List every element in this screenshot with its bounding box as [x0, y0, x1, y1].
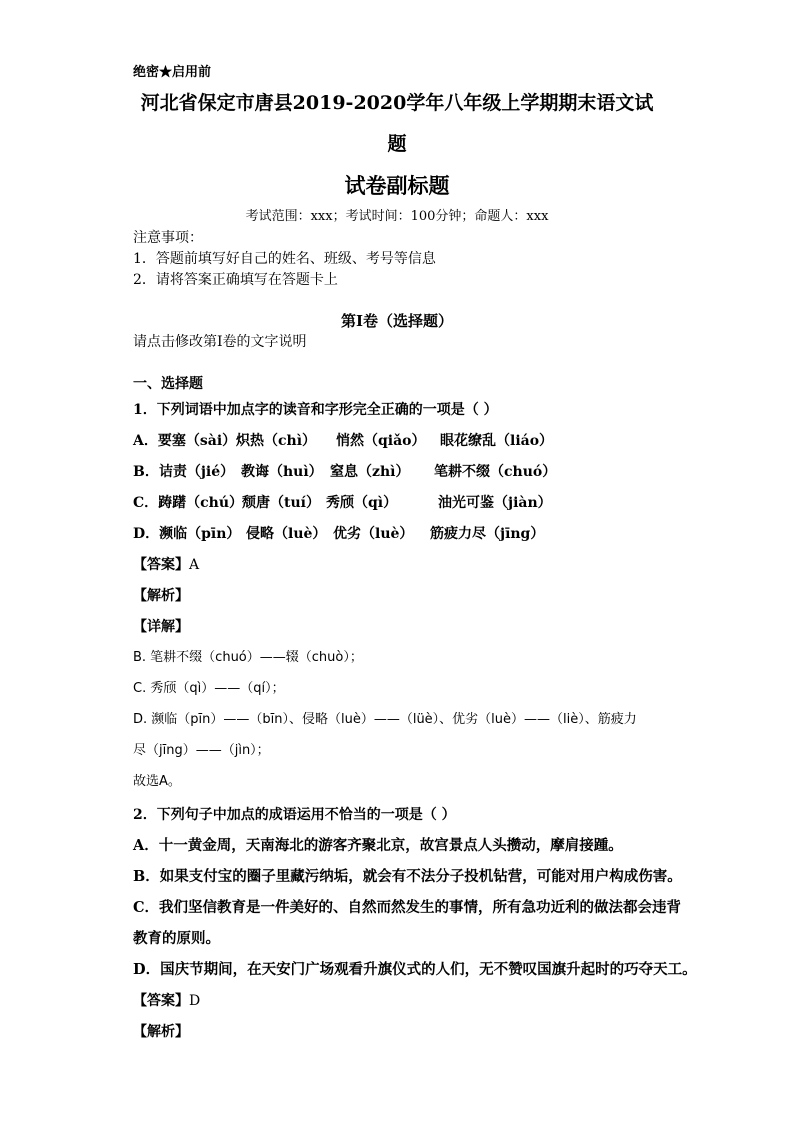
secret-mark: 绝密★启用前	[133, 65, 212, 80]
q1-detail-line: B. 笔耕不缀（chuó）——辍（chuò）；	[133, 650, 363, 665]
q1-option-d-word2: 侵略（luè）	[246, 526, 327, 542]
volume-title: 第I卷（选择题）	[340, 312, 454, 330]
q1-detail-line: 尽（jīng）——（jìn）；	[133, 743, 270, 758]
answer-label: 【答案】	[133, 993, 189, 1009]
q1-option-b-word4: 笔耕不缀（chuó）	[434, 464, 557, 480]
q1-detail-line: 故选A。	[133, 774, 181, 789]
notes-item: 2．请将答案正确填写在答题卡上	[133, 272, 338, 288]
part-title: 一、选择题	[133, 376, 203, 392]
q1-detail-line: C. 秀颀（qì）——（qí）；	[133, 681, 285, 696]
question-1-stem: 1．下列词语中加点字的读音和字形完全正确的一项是（ ）	[133, 402, 498, 418]
notes-heading: 注意事项：	[133, 230, 203, 246]
q1-option-b	[133, 462, 556, 482]
question-2-stem: 2．下列句子中加点的成语运用不恰当的一项是（ ）	[133, 807, 456, 823]
q1-option-c-word2: 颓唐（tuí）	[242, 495, 320, 511]
q1-answer	[133, 555, 199, 575]
q1-option-a-word3: 悄然（qiǎo）	[336, 433, 426, 449]
q2-option-c-cont: 教育的原则。	[133, 930, 220, 947]
q1-option-d-word1: D．濒临（pīn）	[133, 526, 241, 542]
q1-analysis-label: 【解析】	[133, 588, 189, 604]
q1-option-b-word2: 教诲（huì）	[241, 464, 323, 480]
q1-option-c-word3: 秀颀（qì）	[326, 495, 398, 511]
q2-option-a: A．十一黄金周，天南海北的游客齐聚北京，故宫景点人头攒动，摩肩接踵。	[133, 837, 623, 854]
notes-item: 1．答题前填写好自己的姓名、班级、考号等信息	[133, 251, 436, 267]
q1-option-a	[133, 431, 553, 451]
exam-title-line2: 题	[387, 133, 407, 155]
q1-option-d-word4: 筋疲力尽（jīng）	[430, 526, 545, 542]
q2-analysis-label: 【解析】	[133, 1024, 189, 1040]
q1-detail-line: D. 濒临（pīn）——（bīn）、侵略（luè）——（lüè）、优劣（luè）——（liè）、筋疲力	[133, 712, 637, 727]
q2-option-c: C．我们坚信教育是一件美好的、自然而然发生的事情，所有急功近利的做法都会违背	[133, 899, 682, 916]
q1-option-b-word3: 窒息（zhì）	[330, 464, 410, 480]
q1-option-a-word1: A．要塞（sài）	[133, 433, 237, 449]
q2-answer	[133, 991, 200, 1011]
q2-option-b: B．如果支付宝的圈子里藏污纳垢，就会有不法分子投机钻营，可能对用户构成伤害。	[133, 868, 682, 885]
q1-option-d	[133, 524, 544, 544]
q1-option-c	[133, 493, 552, 513]
q2-option-d: D．国庆节期间，在天安门广场观看升旗仪式的人们，无不赞叹国旗升起时的巧夺天工。	[133, 961, 697, 978]
exam-info: 考试范围：xxx；考试时间：100分钟；命题人：xxx	[245, 209, 549, 224]
q1-option-c-word1: C．踌躇（chú）	[133, 495, 244, 511]
q1-option-d-word3: 优劣（luè）	[333, 526, 414, 542]
exam-subtitle: 试卷副标题	[344, 173, 450, 198]
answer-value: A	[189, 557, 200, 573]
exam-title-line1: 河北省保定市唐县2019-2020学年八年级上学期期末语文试	[140, 92, 654, 114]
volume-note: 请点击修改第I卷的文字说明	[133, 334, 307, 350]
q1-option-c-word4: 油光可鉴（jiàn）	[438, 495, 552, 511]
q1-detail-label: 【详解】	[133, 619, 189, 635]
q1-option-a-word2: 炽热（chì）	[236, 433, 317, 449]
q1-option-b-word1: B．诘责（jié）	[133, 464, 235, 480]
answer-label: 【答案】	[133, 557, 189, 573]
q1-option-a-word4: 眼花缭乱（liáo）	[440, 433, 554, 449]
answer-value: D	[189, 993, 201, 1009]
